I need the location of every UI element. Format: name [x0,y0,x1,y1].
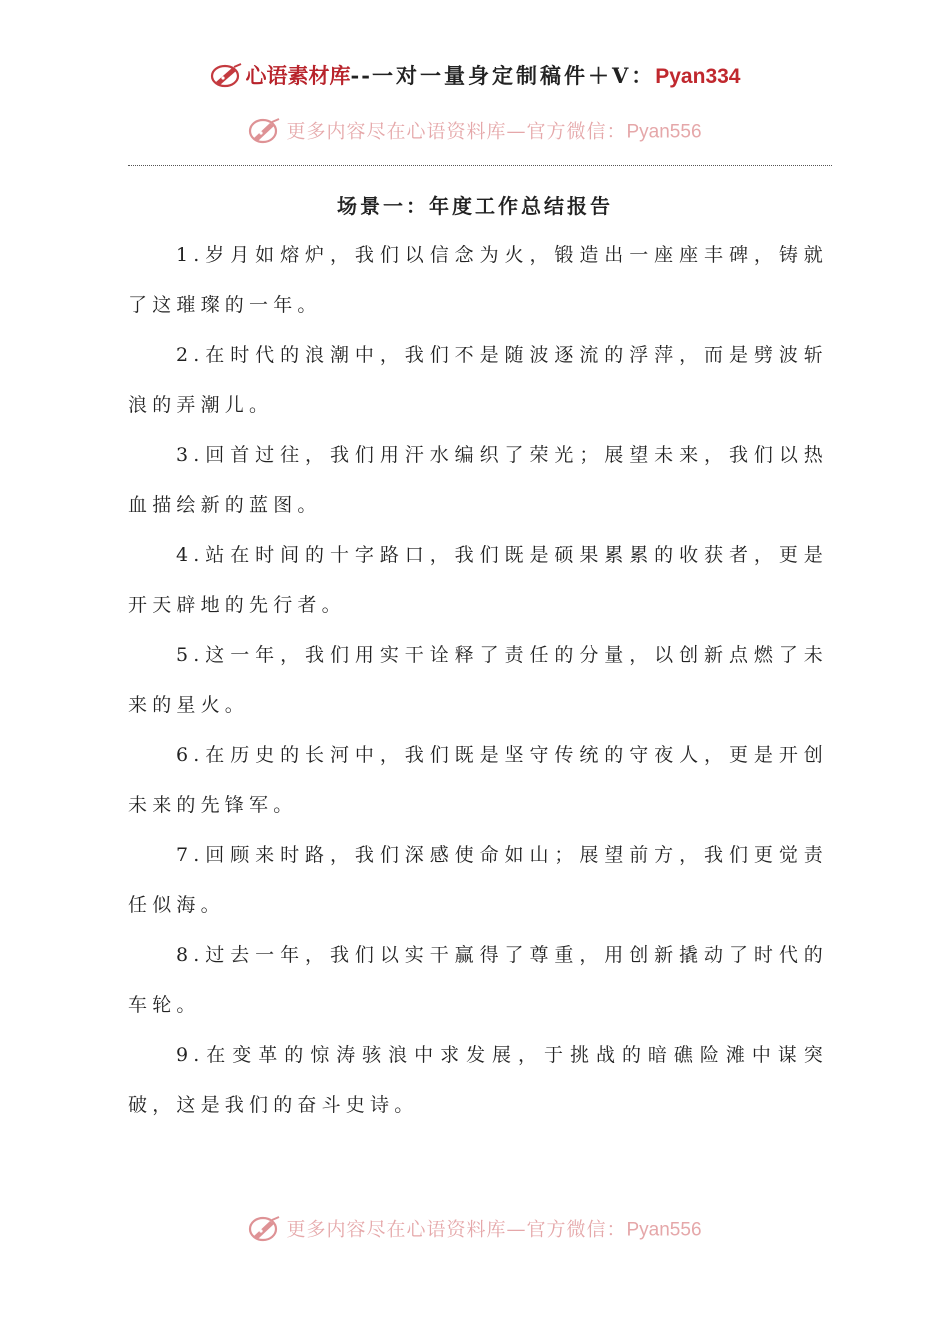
header-contact-id: Pyan334 [655,65,741,88]
paragraph-5: 5.这一年，我们用实干诠释了责任的分量，以创新点燃了未来的星火。 [128,644,828,716]
page-header [0,60,950,93]
paragraph-8: 8.过去一年，我们以实干赢得了尊重，用创新撬动了时代的车轮。 [128,944,828,1016]
paragraph-1: 1.岁月如熔炉，我们以信念为火，锻造出一座座丰碑，铸就了这璀璨的一年。 [128,244,828,316]
header-separator: -- [350,63,372,88]
pen-nib-circle-icon [248,116,282,149]
header-tagline: 一对一量身定制稿件＋V： [371,63,656,88]
paragraph-4: 4.站在时间的十字路口，我们既是硕果累累的收获者，更是开天辟地的先行者。 [128,544,828,616]
watermark-top [0,116,950,149]
paragraph-2: 2.在时代的浪潮中，我们不是随波逐流的浮萍，而是劈波斩浪的弄潮儿。 [128,344,828,416]
paragraph-7: 7.回顾来时路，我们深感使命如山；展望前方，我们更觉责任似海。 [128,844,828,916]
document-title: 场景一：年度工作总结报告 [337,194,613,218]
pen-nib-circle-icon [210,62,244,93]
document-body [128,230,828,1130]
watermark-contact-id: Pyan556 [626,121,702,143]
paragraph-3: 3.回首过往，我们用汗水编织了荣光；展望未来，我们以热血描绘新的蓝图。 [128,444,828,516]
pen-nib-circle-icon [248,1214,282,1247]
watermark-text: 更多内容尽在心语资料库—官方微信： [286,120,627,143]
brand-name: 心语素材库 [245,63,351,88]
header-divider [128,165,832,166]
paragraph-6: 6.在历史的长河中，我们既是坚守传统的守夜人，更是开创未来的先锋军。 [128,744,828,816]
watermark-contact-id: Pyan556 [626,1219,702,1241]
watermark-text: 更多内容尽在心语资料库—官方微信： [286,1218,627,1241]
watermark-bottom [0,1214,950,1247]
paragraph-9: 9.在变革的惊涛骇浪中求发展，于挑战的暗礁险滩中谋突破，这是我们的奋斗史诗。 [128,1044,828,1116]
